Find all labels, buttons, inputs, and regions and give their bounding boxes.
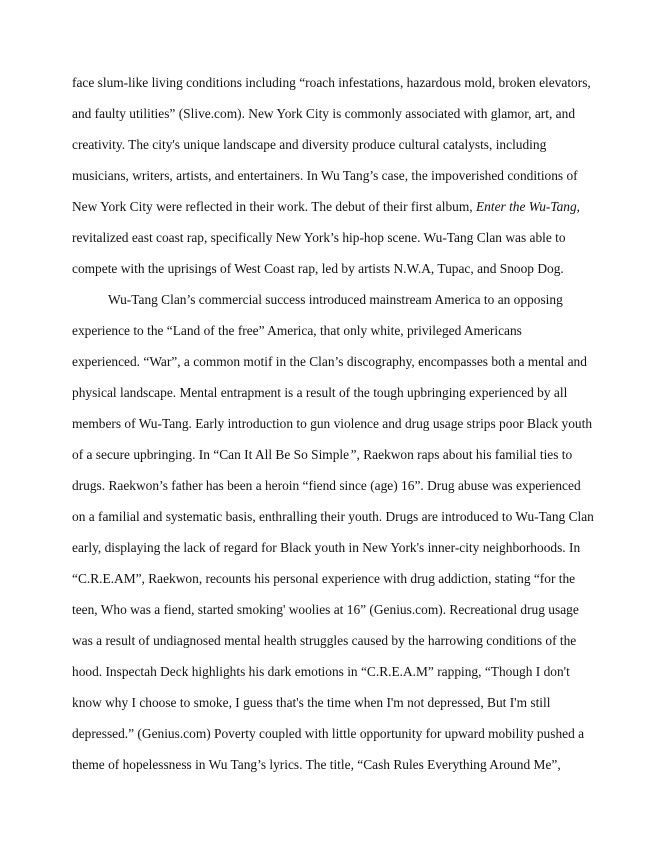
text-line: teen, Who was a fiend, started smoking' woolies at 16” (Genius.com). Recreational drug usage — [72, 602, 579, 617]
italic-quote: ” — [349, 447, 357, 462]
text-line: experienced. “War”, a common motif in the Clan’s discography, encompasses both a mental and — [72, 354, 587, 369]
text-line — [72, 197, 580, 217]
text-line: on a familial and systematic basis, enthralling their youth. Drugs are introduced to Wu-Tang Clan — [72, 509, 594, 524]
text-line: early, displaying the lack of regard for Black youth in New York's inner-city neighborhoods. In — [72, 540, 581, 555]
text-line: drugs. Raekwon’s father has been a heroin “fiend since (age) 16”. Drug abuse was experienced — [72, 478, 581, 493]
text-run: of a secure upbringing. In “Can It All Be So Simple — [72, 447, 350, 462]
text-line: creativity. The city's unique landscape and diversity produce cultural catalysts, including — [72, 137, 547, 152]
text-line: and faulty utilities” (Slive.com). New York City is commonly associated with glamor, art, and — [72, 106, 576, 121]
text-line: compete with the uprisings of West Coast rap, led by artists N.W.A, Tupac, and Snoop Dog. — [72, 261, 564, 276]
text-line: “C.R.E.AM”, Raekwon, recounts his personal experience with drug addiction, stating “for the — [72, 571, 576, 586]
text-line: face slum-like living conditions including “roach infestations, hazardous mold, broken elevators, — [72, 75, 591, 90]
text-line: hood. Inspectah Deck highlights his dark emotions in “C.R.E.A.M” rapping, “Though I don't — [72, 664, 570, 679]
album-title: Enter the Wu-Tang — [475, 199, 577, 214]
text-line: revitalized east coast rap, specifically New York’s hip-hop scene. Wu-Tang Clan was able to — [72, 230, 566, 245]
text-line: was a result of undiagnosed mental health struggles caused by the harrowing conditions of the — [72, 633, 577, 648]
text-line: members of Wu-Tang. Early introduction to gun violence and drug usage strips poor Black youth — [72, 416, 593, 431]
text-run: , Raekwon raps about his familial ties to — [356, 447, 573, 462]
text-line: experience to the “Land of the free” America, that only white, privileged Americans — [72, 323, 522, 338]
text-run: , — [576, 199, 581, 214]
text-line: musicians, writers, artists, and entertainers. In Wu Tang’s case, the impoverished conditions of — [72, 168, 578, 183]
text-run: New York City were reflected in their work. The debut of their first album, — [72, 199, 476, 214]
text-line: depressed.” (Genius.com) Poverty coupled with little opportunity for upward mobility pushed a — [72, 726, 585, 741]
text-line — [72, 445, 572, 465]
text-line: physical landscape. Mental entrapment is a result of the tough upbringing experienced by all — [72, 385, 568, 400]
text-line: theme of hopelessness in Wu Tang’s lyrics. The title, “Cash Rules Everything Around Me”, — [72, 757, 561, 772]
text-line: Wu-Tang Clan’s commercial success introduced mainstream America to an opposing — [108, 292, 563, 307]
text-line: know why I choose to smoke, I guess that's the time when I'm not depressed, But I'm still — [72, 695, 551, 710]
